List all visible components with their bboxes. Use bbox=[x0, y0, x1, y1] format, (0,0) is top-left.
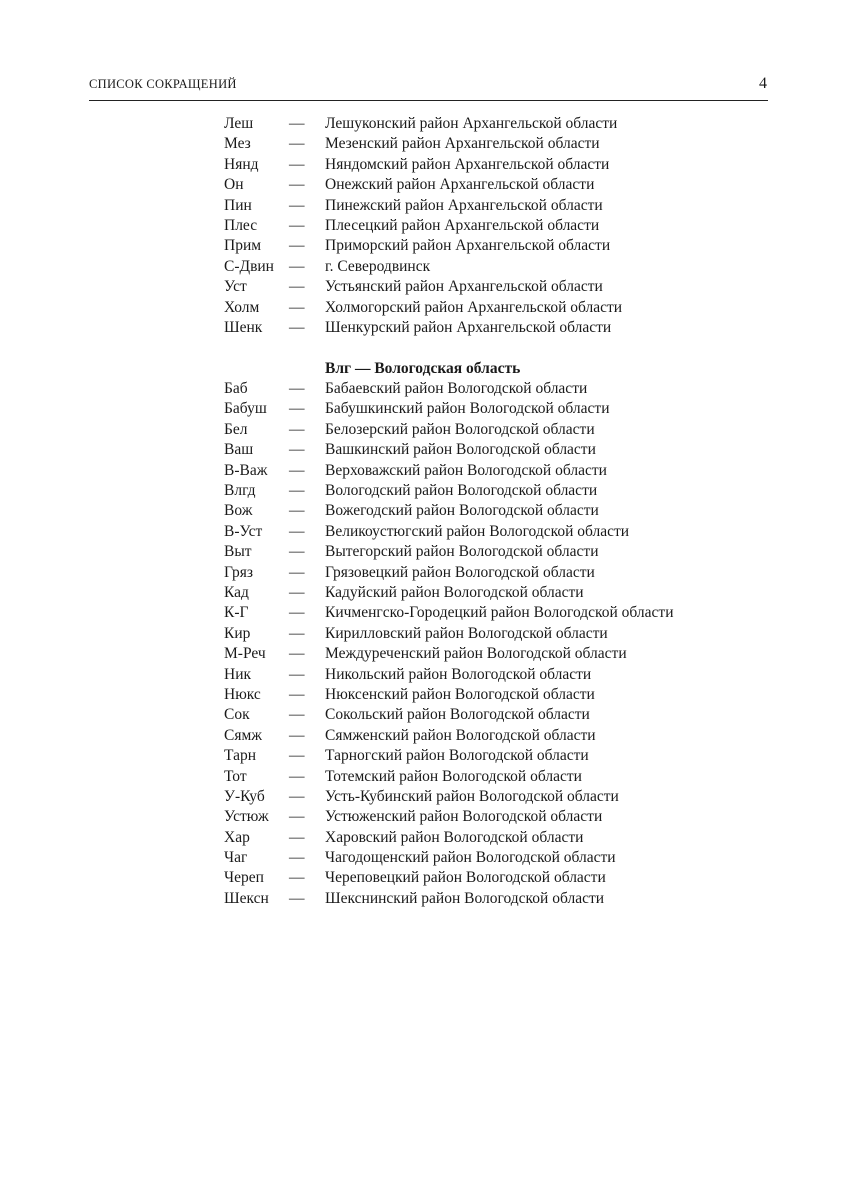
abbreviation-meaning: Холмогорский район Архангельской области bbox=[325, 298, 623, 316]
section-heading: Влг — Вологодская область bbox=[325, 359, 521, 377]
dash-separator: — bbox=[289, 706, 305, 724]
dash-separator: — bbox=[289, 685, 305, 703]
dash-separator: — bbox=[289, 624, 305, 642]
abbreviation-meaning: Шенкурский район Архангельской области bbox=[325, 318, 612, 336]
dash-separator: — bbox=[289, 135, 305, 153]
abbreviation-meaning: Пинежский район Архангельской области bbox=[325, 196, 603, 214]
abbreviation-meaning: Тарногский район Вологодской области bbox=[325, 747, 589, 765]
abbreviation-row bbox=[224, 828, 784, 848]
abbreviation-row bbox=[224, 175, 784, 195]
abbreviation: Баб bbox=[224, 380, 248, 398]
dash-separator: — bbox=[289, 461, 305, 479]
abbreviation-row bbox=[224, 420, 784, 440]
abbreviation: Устюж bbox=[224, 808, 269, 826]
abbreviation-row bbox=[224, 685, 784, 705]
abbreviation-row bbox=[224, 236, 784, 256]
abbreviation-row bbox=[224, 542, 784, 562]
abbreviation: Кир bbox=[224, 624, 251, 642]
abbreviation-meaning: Грязовецкий район Вологодской области bbox=[325, 563, 595, 581]
abbreviation: Нянд bbox=[224, 155, 259, 173]
abbreviation: Плес bbox=[224, 216, 258, 234]
abbreviation-row bbox=[224, 726, 784, 746]
abbreviation: К-Г bbox=[224, 604, 249, 622]
dash-separator: — bbox=[289, 665, 305, 683]
abbreviation-row bbox=[224, 563, 784, 583]
abbreviation-row bbox=[224, 501, 784, 521]
abbreviation-meaning: Белозерский район Вологодской области bbox=[325, 420, 595, 438]
abbreviation: Череп bbox=[224, 869, 264, 887]
abbreviation: Бабуш bbox=[224, 400, 267, 418]
abbreviation-meaning: Бабаевский район Вологодской области bbox=[325, 380, 588, 398]
abbreviation-meaning: Никольский район Вологодской области bbox=[325, 665, 592, 683]
dash-separator: — bbox=[289, 502, 305, 520]
abbreviation-row bbox=[224, 868, 784, 888]
abbreviation-meaning: Вашкинский район Вологодской области bbox=[325, 441, 596, 459]
abbreviation-meaning: Кадуйский район Вологодской области bbox=[325, 583, 584, 601]
abbreviation-meaning: Верховажский район Вологодской области bbox=[325, 461, 607, 479]
abbreviation-meaning: Нюксенский район Вологодской области bbox=[325, 685, 595, 703]
dash-separator: — bbox=[289, 318, 305, 336]
abbreviation-meaning: Устьянский район Архангельской области bbox=[325, 278, 603, 296]
abbreviation-row bbox=[224, 134, 784, 154]
abbreviation: С-Двин bbox=[224, 257, 274, 275]
dash-separator: — bbox=[289, 115, 305, 132]
abbreviation-meaning: Приморский район Архангельской области bbox=[325, 237, 611, 255]
abbreviation-row bbox=[224, 155, 784, 175]
abbreviation: Прим bbox=[224, 237, 262, 255]
dash-separator: — bbox=[289, 237, 305, 255]
abbreviation: Вож bbox=[224, 502, 253, 520]
abbreviation-row bbox=[224, 746, 784, 766]
abbreviation: Ник bbox=[224, 665, 252, 683]
vologda-group bbox=[224, 379, 784, 909]
abbreviation-meaning: Вологодский район Вологодской области bbox=[325, 482, 598, 500]
page-number: 4 bbox=[759, 75, 767, 92]
dash-separator: — bbox=[289, 176, 305, 194]
abbreviation-row bbox=[224, 318, 784, 338]
abbreviation-row bbox=[224, 767, 784, 787]
abbreviation-meaning: Тотемский район Вологодской области bbox=[325, 767, 582, 785]
abbreviation-row bbox=[224, 665, 784, 685]
abbreviation: М-Реч bbox=[224, 645, 266, 663]
abbreviation-row bbox=[224, 481, 784, 501]
abbreviation-meaning: Мезенский район Архангельской области bbox=[325, 135, 600, 153]
abbreviation-meaning: Кирилловский район Вологодской области bbox=[325, 624, 608, 642]
abbreviation-row bbox=[224, 787, 784, 807]
dash-separator: — bbox=[289, 563, 305, 581]
abbreviation-row bbox=[224, 705, 784, 725]
abbreviation-row bbox=[224, 277, 784, 297]
dash-separator: — bbox=[289, 420, 305, 438]
abbreviation: Гряз bbox=[224, 563, 253, 581]
abbreviation-meaning: Вытегорский район Вологодской области bbox=[325, 543, 599, 561]
abbreviation-row bbox=[224, 603, 784, 623]
abbreviation: Бел bbox=[224, 420, 248, 438]
abbreviation-meaning: Плесецкий район Архангельской области bbox=[325, 216, 600, 234]
abbreviation: Мез bbox=[224, 135, 251, 153]
abbreviation: Уст bbox=[224, 278, 247, 296]
abbreviation-row bbox=[224, 807, 784, 827]
abbreviation-meaning: Онежский район Архангельской области bbox=[325, 176, 595, 194]
abbreviation-meaning: Лешуконский район Архангельской области bbox=[325, 115, 618, 132]
arkhangelsk-group bbox=[224, 114, 784, 338]
abbreviation-row bbox=[224, 379, 784, 399]
abbreviation: Шенк bbox=[224, 318, 263, 336]
abbreviation: У-Куб bbox=[224, 787, 265, 805]
abbreviation-meaning: Усть-Кубинский район Вологодской области bbox=[325, 787, 619, 805]
abbreviation-meaning: Кичменгско-Городецкий район Вологодской области bbox=[325, 604, 674, 622]
abbreviation-meaning: Вожегодский район Вологодской области bbox=[325, 502, 599, 520]
abbreviation-meaning: Чагодощенский район Вологодской области bbox=[325, 849, 616, 867]
dash-separator: — bbox=[289, 747, 305, 765]
abbreviation: Пин bbox=[224, 196, 252, 214]
dash-separator: — bbox=[289, 380, 305, 398]
abbreviation-meaning: Бабушкинский район Вологодской области bbox=[325, 400, 610, 418]
abbreviation: В-Важ bbox=[224, 461, 268, 479]
abbreviation-meaning: Великоустюгский район Вологодской области bbox=[325, 522, 630, 540]
dash-separator: — bbox=[289, 155, 305, 173]
dash-separator: — bbox=[289, 400, 305, 418]
abbreviation: Хар bbox=[224, 828, 250, 846]
dash-separator: — bbox=[289, 726, 305, 744]
abbreviation-meaning: Череповецкий район Вологодской области bbox=[325, 869, 606, 887]
dash-separator: — bbox=[289, 441, 305, 459]
abbreviation-row bbox=[224, 440, 784, 460]
dash-separator: — bbox=[289, 482, 305, 500]
dash-separator: — bbox=[289, 604, 305, 622]
abbreviation-meaning: Сямженский район Вологодской области bbox=[325, 726, 596, 744]
abbreviation-row bbox=[224, 624, 784, 644]
abbreviation-row bbox=[224, 196, 784, 216]
abbreviation-row bbox=[224, 522, 784, 542]
abbreviation-meaning: Няндомский район Архангельской области bbox=[325, 155, 610, 173]
dash-separator: — bbox=[289, 196, 305, 214]
abbreviation-row bbox=[224, 298, 784, 318]
dash-separator: — bbox=[289, 543, 305, 561]
abbreviation-meaning: Сокольский район Вологодской области bbox=[325, 706, 590, 724]
abbreviation-row bbox=[224, 461, 784, 481]
abbreviation-list bbox=[224, 114, 784, 909]
abbreviation: Тот bbox=[224, 767, 247, 785]
dash-separator: — bbox=[289, 298, 305, 316]
abbreviation-row bbox=[224, 216, 784, 236]
dash-separator: — bbox=[289, 278, 305, 296]
dash-separator: — bbox=[289, 767, 305, 785]
abbreviation-row bbox=[224, 889, 784, 909]
abbreviation: Ваш bbox=[224, 441, 254, 459]
abbreviation: Выт bbox=[224, 543, 252, 561]
dash-separator: — bbox=[289, 645, 305, 663]
abbreviation: Влгд bbox=[224, 482, 256, 500]
abbreviation: Леш bbox=[224, 115, 254, 132]
dash-separator: — bbox=[289, 787, 305, 805]
dash-separator: — bbox=[289, 257, 305, 275]
dash-separator: — bbox=[289, 808, 305, 826]
abbreviation-meaning: Устюженский район Вологодской области bbox=[325, 808, 603, 826]
dash-separator: — bbox=[289, 216, 305, 234]
abbreviation: Нюкс bbox=[224, 685, 261, 703]
abbreviation-meaning: г. Северодвинск bbox=[325, 257, 431, 275]
dash-separator: — bbox=[289, 583, 305, 601]
abbreviation-row bbox=[224, 644, 784, 664]
abbreviation: Чаг bbox=[224, 849, 248, 867]
abbreviation: Он bbox=[224, 176, 244, 194]
abbreviation-meaning: Харовский район Вологодской области bbox=[325, 828, 584, 846]
abbreviation-meaning: Шекснинский район Вологодской области bbox=[325, 889, 605, 907]
abbreviation-row bbox=[224, 399, 784, 419]
abbreviation: Шексн bbox=[224, 889, 269, 907]
abbreviation-row bbox=[224, 257, 784, 277]
abbreviation-row bbox=[224, 583, 784, 603]
abbreviation: В-Уст bbox=[224, 522, 263, 540]
abbreviation: Тарн bbox=[224, 747, 257, 765]
running-header bbox=[89, 76, 768, 101]
dash-separator: — bbox=[289, 849, 305, 867]
abbreviation-meaning: Междуреченский район Вологодской области bbox=[325, 645, 627, 663]
abbreviation-row bbox=[224, 114, 784, 134]
abbreviation: Сок bbox=[224, 706, 250, 724]
abbreviation: Кад bbox=[224, 583, 249, 601]
abbreviation-row bbox=[224, 848, 784, 868]
dash-separator: — bbox=[289, 869, 305, 887]
abbreviation: Сямж bbox=[224, 726, 262, 744]
dash-separator: — bbox=[289, 828, 305, 846]
dash-separator: — bbox=[289, 522, 305, 540]
abbreviation: Холм bbox=[224, 298, 260, 316]
dash-separator: — bbox=[289, 889, 305, 907]
header-title: СПИСОК СОКРАЩЕНИЙ bbox=[89, 77, 237, 91]
